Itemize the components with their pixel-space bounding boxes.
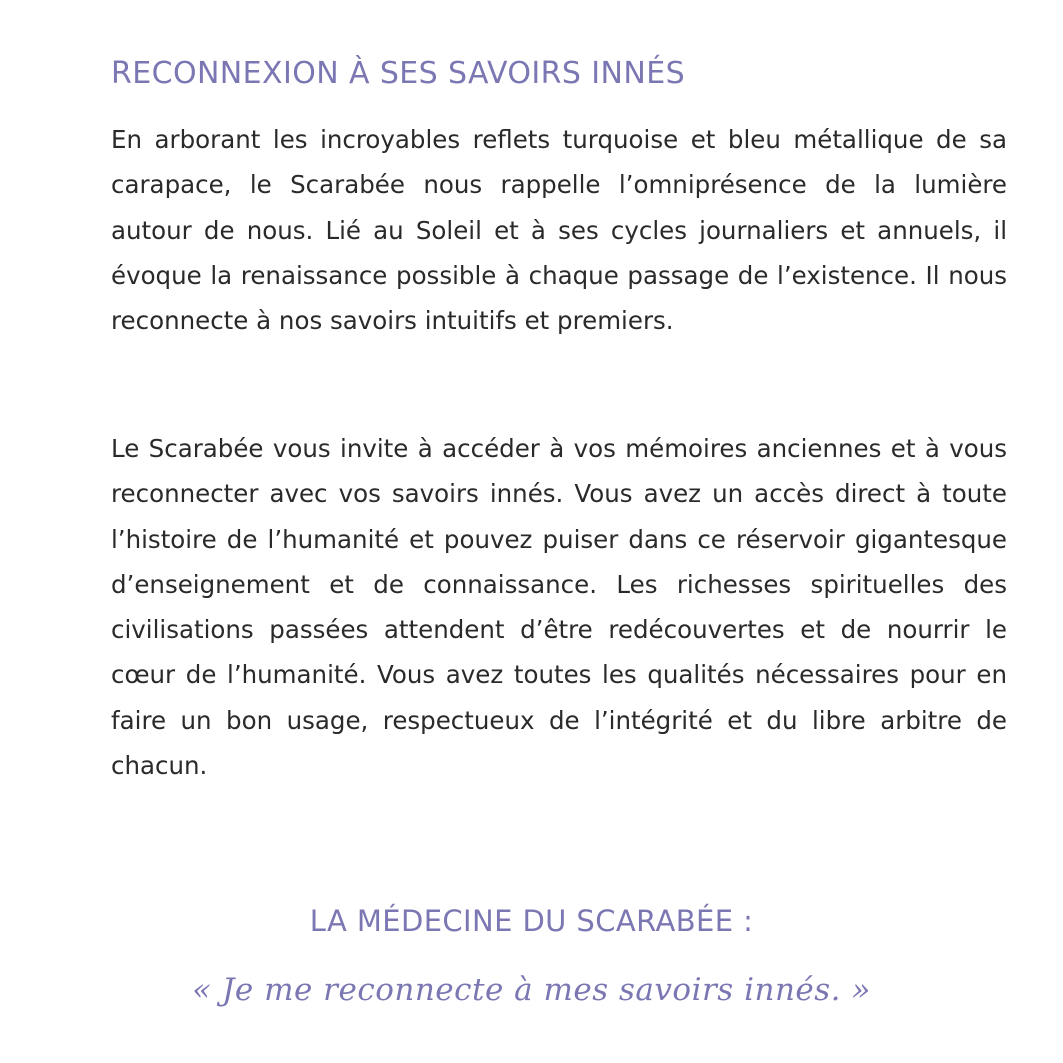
medicine-quote: « Je me reconnecte à mes savoirs innés. »: [192, 972, 871, 1008]
section-heading: RECONNEXION À SES SAVOIRS INNÉS: [111, 56, 686, 91]
body-paragraph-1: En arborant les incroyables reflets turquoise et bleu métallique de sa carapace, le Scarabée nous rappelle l’omniprésence de la lumière autour de nous. Lié au Soleil et à ses cycles journaliers et annuels, il évoque la renaissance possible à chaque passage de l’existence. Il nous reconnecte à nos savoirs intuitifs et premiers.: [111, 125, 1007, 336]
body-paragraph-2: Le Scarabée vous invite à accéder à vos mémoires anciennes et à vous reconnecter avec vos savoirs innés. Vous avez un accès direct à toute l’histoire de l’humanité et pouvez puiser dans ce réservoir gigantesque d’enseignement et de connaissance. Les richesses spirituelles des civilisations passées attendent d’être redécouvertes et de nourrir le cœur de l’humanité. Vous avez toutes les qualités nécessaires pour en faire un bon usage, respectueux de l’intégrité et du libre arbitre de chacun.: [111, 434, 1007, 781]
medicine-title: LA MÉDECINE DU SCARABÉE :: [309, 904, 754, 938]
